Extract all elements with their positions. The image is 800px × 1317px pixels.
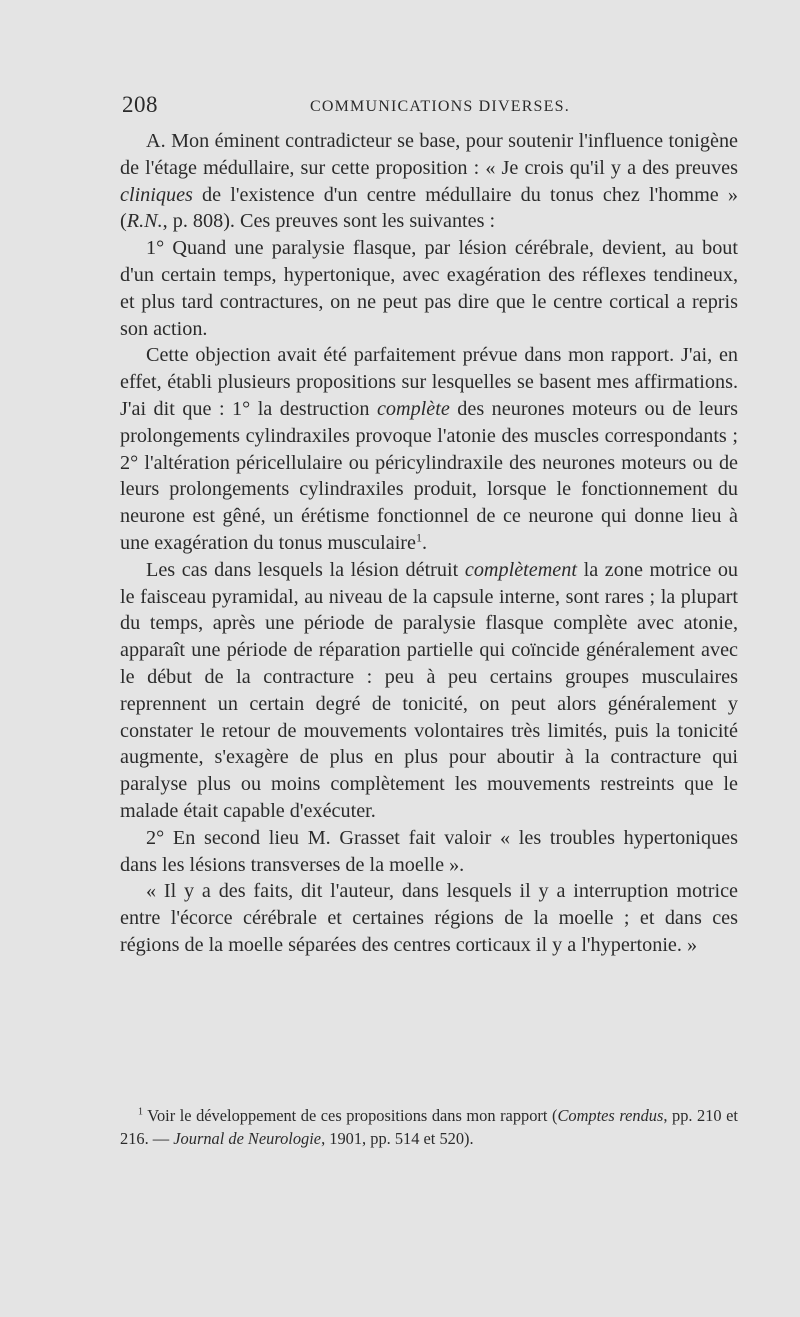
paragraph-1	[120, 128, 738, 235]
body-text	[120, 128, 738, 959]
paragraph-3	[120, 342, 738, 556]
emphasis-completement: complètement	[464, 558, 577, 581]
paragraph-3-text-c: .	[422, 531, 428, 554]
paragraph-1-text-a: A. Mon éminent contradicteur se base, pour soutenir l'influence tonigène de l'étage médullaire, sur cette proposition : « Je crois qu'il y a des preuves	[120, 130, 738, 179]
emphasis-complete: complète	[376, 397, 450, 420]
emphasis-comptes-rendus: Comptes rendus	[557, 1106, 664, 1125]
paragraph-3-text-a: Cette objection avait été parfaitement prévue dans mon rapport. J'ai, en effet, établi plusieurs propositions sur lesquelles se basent mes affirmations. J'ai dit que : 1° la destruction	[120, 344, 738, 420]
footnote-text-b: , pp. 210 et 216. —	[120, 1106, 738, 1148]
emphasis-rn: R.N.	[126, 210, 163, 233]
paragraph-6: « Il y a des faits, dit l'auteur, dans lesquels il y a interruption motrice entre l'écorce cérébrale et certaines régions de la moelle ; et dans ces régions de la moelle séparées des centres corticaux il y a l'hypertonie. »	[120, 880, 738, 956]
footnote-reference: 1	[416, 530, 422, 545]
running-head: COMMUNICATIONS DIVERSES.	[310, 98, 570, 115]
emphasis-cliniques: cliniques	[120, 183, 193, 206]
page-header	[120, 92, 740, 122]
paragraph-4-text-b: la zone motrice ou le faisceau pyramidal, au niveau de la capsule interne, sont rares ; la plupart du temps, après une période de paralysie flasque complète avec atonie, apparaît une période de réparation partielle qui coïncide généralement avec le début de la contracture : peu à peu certains groupes musculaires reprennent un certain degré de tonicité, on peut alors généralement y constater le retour de mouvements volontaires très limités, puis la tonicité augmente, s'exagère de plus en plus pour aboutir à la contracture qui paralyse plus ou moins complètement les mouvements restreints que le malade était capable d'exécuter.	[120, 558, 739, 822]
footnote-text-c: , 1901, pp. 514 et 520).	[321, 1129, 474, 1148]
page-number: 208	[122, 92, 158, 117]
footnote-text-a: Voir le développement de ces propositions dans mon rapport (	[143, 1106, 558, 1125]
paragraph-3-text-b: des neurones moteurs ou de leurs prolongements cylindraxiles provoque l'atonie des muscles correspondants ; 2° l'altération péricellulaire ou péricylindraxile des neurones moteurs ou de leurs prolongements cylindraxiles produit, lorsque le fonctionnement du neurone est gêné, un érétisme fonctionnel de ce neurone qui donne lieu à une exagération du tonus musculaire	[120, 397, 738, 554]
paragraph-4-text-a: Les cas dans lesquels la lésion détruit	[146, 558, 465, 581]
footnote-1	[120, 1104, 738, 1150]
emphasis-journal: Journal de Neurologie	[173, 1129, 322, 1148]
paragraph-2: 1° Quand une paralysie flasque, par lésion cérébrale, devient, au bout d'un certain temps, hypertonique, avec exagération des réflexes tendineux, et plus tard contractures, on ne peut pas dire que le centre cortical a repris son action.	[120, 237, 738, 340]
paragraph-1-text-b: de l'existence d'un centre médullaire du tonus chez l'homme » (	[120, 183, 738, 233]
footnotes	[120, 1104, 738, 1150]
paragraph-1-text-c: , p. 808). Ces preuves sont les suivantes :	[162, 210, 496, 233]
paragraph-5: 2° En second lieu M. Grasset fait valoir « les troubles hypertoniques dans les lésions transverses de la moelle ».	[120, 826, 738, 876]
footnote-marker: 1	[138, 1106, 143, 1118]
paragraph-4	[120, 557, 738, 825]
